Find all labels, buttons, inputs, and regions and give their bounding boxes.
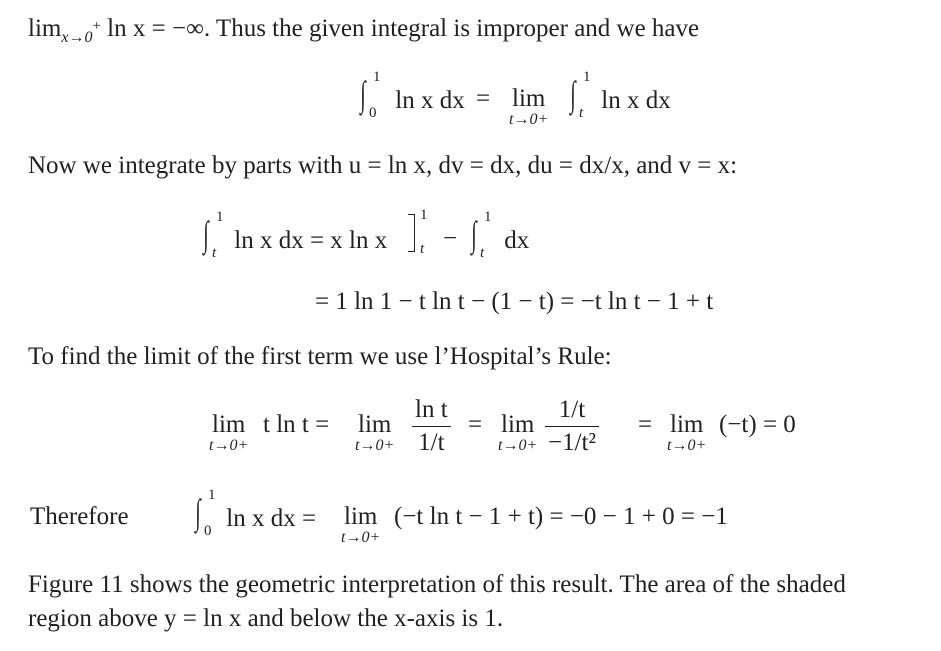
integral-lower-limit: t	[212, 245, 217, 261]
fraction-ln-t-over-1-t	[412, 396, 451, 457]
integral-lower-limit: t	[480, 245, 485, 261]
integrand: ln x dx	[601, 87, 671, 114]
eval-upper-limit: 1	[420, 207, 428, 223]
lim-operator: lim	[358, 411, 392, 438]
minus-sign: −	[443, 225, 458, 252]
rhs-integral	[565, 69, 671, 127]
lim-subscript: t→0+	[209, 437, 249, 454]
fraction-denominator: 1/t	[418, 429, 445, 456]
intro-line	[28, 15, 700, 46]
intro-text: ln x = −∞. Thus the given integral is improper and we have	[107, 15, 700, 42]
integral-upper-limit: 1	[484, 209, 492, 225]
fraction-bar	[412, 426, 451, 428]
lim-final	[341, 503, 381, 546]
integral-sign: ∫	[570, 74, 576, 114]
integrand: dx	[504, 227, 530, 254]
equation-by-parts	[198, 209, 388, 267]
term-t-ln-t: t ln t =	[263, 411, 330, 438]
lim-operator: lim	[501, 411, 535, 438]
final-integral	[190, 487, 317, 545]
integral-lower-limit: t	[579, 105, 584, 121]
figure-paragraph-line-2: region above y = ln x and below the x-axis is 1.	[28, 605, 504, 632]
equals-sign: =	[476, 85, 491, 112]
lim-3	[498, 411, 538, 454]
fraction-numerator: ln t	[415, 396, 448, 423]
parts-line: Now we integrate by parts with u = ln x, dv = dx, du = dx/x, and v = x:	[28, 152, 738, 179]
integral-sign: ∫	[360, 74, 366, 114]
integral-upper-limit: 1	[216, 209, 224, 225]
figure-paragraph-line-1: Figure 11 shows the geometric interpretation of this result. The area of the shaded	[28, 571, 846, 598]
integral-upper-limit: 1	[373, 69, 381, 85]
lim-operator: lim	[344, 503, 378, 530]
fraction-denominator: −1/t²	[548, 429, 596, 456]
lim-superscript: +	[92, 18, 101, 34]
equals-sign-2: =	[638, 411, 653, 438]
integral-sign: ∫	[203, 214, 209, 254]
evaluation-bracket	[408, 207, 438, 262]
integrand: ln x dx = x ln x	[234, 227, 388, 254]
fraction-derivatives	[545, 396, 599, 457]
lim-subscript: t→0+	[355, 437, 395, 454]
limit-result: (−t) = 0	[719, 411, 796, 438]
equals-sign: =	[468, 411, 483, 438]
lim-subscript: t→0+	[341, 529, 381, 546]
integral-lower-limit: 0	[369, 105, 377, 121]
limit-block	[509, 85, 549, 128]
lim-subscript: x→0	[61, 29, 93, 46]
integral-upper-limit: 1	[583, 69, 591, 85]
integrand: ln x dx	[395, 87, 465, 114]
equation-improper-integral-rhs	[476, 86, 490, 111]
lim-1	[209, 411, 249, 454]
lim-operator: lim	[670, 411, 704, 438]
lim-subscript: t→0+	[498, 437, 538, 454]
fraction-numerator: 1/t	[558, 396, 586, 423]
integral-sign: ∫	[195, 492, 201, 532]
eval-lower-limit: t	[420, 241, 425, 257]
lim-subscript: t→0+	[667, 437, 707, 454]
integrand: ln x dx =	[226, 505, 317, 532]
second-integral	[466, 209, 530, 267]
lim-subscript: t→0+	[509, 111, 549, 128]
lim-operator: lim	[212, 411, 246, 438]
integral-lower-limit: 0	[204, 523, 212, 539]
lim-operator: lim	[512, 85, 546, 112]
equation-improper-integral	[355, 69, 465, 132]
lim-4	[667, 411, 707, 454]
equation-evaluated: = 1 ln 1 − t ln t − (1 − t) = −t ln t − 1 + t	[315, 288, 714, 315]
lhospital-line: To find the limit of the first term we use l’Hospital’s Rule:	[28, 343, 612, 370]
therefore-label: Therefore	[30, 503, 129, 530]
lim-operator: lim	[28, 15, 62, 42]
final-result: (−t ln t − 1 + t) = −0 − 1 + 0 = −1	[394, 503, 728, 530]
integral-sign: ∫	[471, 214, 477, 254]
integral-upper-limit: 1	[208, 487, 216, 503]
lim-2	[355, 411, 395, 454]
fraction-bar	[545, 426, 599, 428]
